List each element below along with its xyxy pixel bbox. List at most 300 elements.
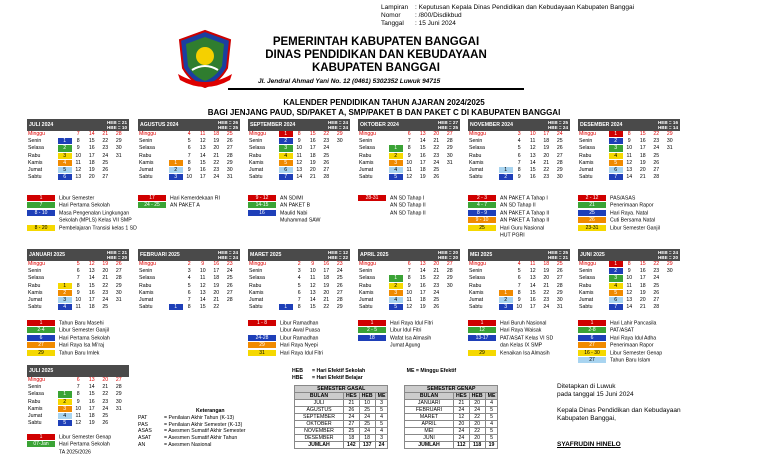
week-row (578, 297, 680, 304)
date-cell: 22 (653, 261, 660, 267)
date-cell (443, 297, 457, 303)
week-row (468, 153, 570, 160)
date-cell: 18 (88, 159, 95, 166)
day-label: Jumat (359, 296, 374, 303)
nomor-value: : /800/Disdikbud (415, 12, 462, 19)
date-cell (663, 160, 677, 166)
date-cell (112, 420, 126, 426)
date-cell: 14 (309, 296, 316, 303)
legend-item (27, 225, 137, 232)
date-cell: 14 (199, 152, 206, 159)
week-row (248, 268, 350, 275)
date-cell: 18 (213, 275, 220, 282)
legend-key: 2-4 (27, 327, 55, 333)
legend-item (578, 357, 662, 364)
legend-text: AN SD Tahap II (390, 202, 426, 209)
day-label: Jumat (28, 296, 43, 303)
date-cell: 3 (58, 406, 72, 412)
date-cell: 29 (666, 261, 673, 267)
date-cell: 15 (529, 166, 536, 173)
date-cell: 19 (543, 268, 550, 275)
legend-text: Libur Idul Fitri (390, 327, 422, 334)
legend-text: Hari Kemerdekaan RI (170, 195, 220, 202)
date-cell: 16 (88, 398, 95, 405)
date-cell: 30 (666, 138, 673, 145)
legend-key: 1 (578, 320, 606, 326)
date-cell: 15 (88, 138, 95, 145)
hbe-value: HBE = 25 (437, 125, 458, 130)
date-cell: 8 (517, 166, 521, 173)
date-cell (58, 261, 72, 267)
legend-key: 7 (27, 202, 55, 208)
semester-cell: 21 (344, 400, 360, 407)
date-cell: 6 (517, 275, 521, 282)
date-cell: 11 (75, 304, 81, 311)
week-row (138, 304, 240, 311)
date-cell: 26 (102, 420, 109, 427)
legend-item (358, 210, 426, 217)
legend-item (248, 320, 323, 327)
day-label: Selasa (359, 145, 375, 152)
week-row (27, 420, 129, 427)
legend-key: 2 - 5 (358, 327, 386, 333)
date-cell: 26 (433, 174, 440, 181)
date-cell: 26 (323, 159, 330, 166)
date-cell: 20 (433, 261, 440, 267)
date-cell: 23 (102, 145, 109, 152)
date-cell (389, 138, 403, 144)
legend-key: 27 (578, 342, 606, 348)
date-cell (663, 283, 677, 289)
date-cell: 20 (543, 275, 550, 282)
legend-text: Jumat Agung (390, 342, 421, 349)
semester-cell: 18 (359, 435, 375, 442)
date-cell (169, 145, 183, 151)
legend-key: 6 (27, 335, 55, 341)
date-cell: 8 (187, 159, 191, 166)
date-cell: 11 (530, 261, 536, 267)
date-cell: 12 (406, 304, 413, 311)
date-cell: 29 (446, 145, 453, 152)
date-cell (112, 174, 126, 180)
legend-key: 07-Jan (27, 441, 55, 447)
week-row (27, 399, 129, 406)
date-cell: 26 (653, 159, 660, 166)
date-cell: 2 (499, 174, 513, 180)
legend-text: AN PAKET A Tahap II (500, 210, 550, 217)
legend-text: Pembelajaran Transisi kelas 1 SD (59, 224, 137, 231)
date-cell (169, 268, 183, 274)
keterangan-eq: = (164, 441, 169, 448)
date-cell: 5 (76, 261, 80, 267)
date-cell: 4 (187, 131, 191, 137)
date-cell: 28 (323, 174, 330, 181)
date-cell: 20 (323, 289, 330, 296)
legend-text: Hari Raya Isa Mi'raj (59, 342, 105, 349)
date-cell: 17 (199, 174, 206, 181)
legend-text: Libur Awal Puasa (280, 327, 320, 334)
date-cell: 16 (639, 268, 646, 275)
legend-key: 9 - 10 (468, 217, 496, 223)
date-cell: 28 (115, 131, 122, 137)
date-cell: 25 (226, 275, 233, 282)
semester-cell: 24 (454, 407, 470, 414)
date-cell: 7 (76, 131, 80, 137)
date-cell: 5 (609, 160, 623, 166)
semester-header: HEB (469, 393, 485, 400)
week-row (27, 406, 129, 413)
heb-value: HEB = 24 (217, 250, 238, 255)
day-label: Selasa (249, 145, 265, 152)
date-cell: 12 (75, 420, 82, 427)
legend-key: 24-28 (248, 335, 276, 341)
date-cell: 20 (639, 296, 646, 303)
month-name: SEPTEMBER 2024 (250, 122, 296, 128)
date-cell (499, 283, 513, 289)
date-cell: 6 (517, 152, 521, 159)
date-cell: 23 (323, 138, 330, 145)
date-cell: 26 (226, 138, 233, 145)
legend-item (27, 327, 110, 334)
date-cell: 11 (296, 152, 302, 159)
month-name: APRIL 2025 (360, 252, 389, 258)
date-cell: 22 (102, 282, 109, 289)
legend-text: Libur Semester Ganjil (610, 224, 660, 231)
date-cell: 16 (309, 138, 316, 145)
date-cell: 8 (407, 145, 411, 152)
legend-key: 9 - 12 (248, 195, 276, 201)
date-cell: 3 (499, 304, 513, 310)
date-cell: 25 (336, 275, 343, 282)
semester-cell: SEPTEMBER (295, 414, 344, 421)
day-label: Senin (139, 138, 153, 145)
date-cell (663, 304, 677, 310)
date-cell: 23 (653, 268, 660, 275)
date-cell: 27 (115, 268, 122, 275)
week-row (358, 268, 460, 275)
date-cell: 16 (419, 282, 426, 289)
legend-text: AN PAKET A Tahap II (500, 217, 550, 224)
date-cell: 23 (433, 152, 440, 159)
date-cell: 18 (323, 275, 330, 282)
week-row (27, 174, 129, 181)
legend-text: HUT PGRI (500, 232, 525, 239)
date-cell: 24 (323, 145, 330, 152)
day-label: Kamis (139, 289, 154, 296)
week-row (578, 145, 680, 152)
date-cell: 21 (102, 384, 109, 391)
month-name: MEI 2025 (470, 252, 493, 258)
date-cell (169, 290, 183, 296)
day-label: Rabu (359, 282, 372, 289)
day-label: Rabu (469, 152, 482, 159)
date-cell: 6 (609, 167, 623, 173)
legend-text: Hari Raya Waisak (500, 327, 542, 334)
date-cell: 16 (529, 296, 536, 303)
week-row (578, 283, 680, 290)
date-cell: 3 (58, 297, 72, 303)
date-cell: 9 (76, 289, 80, 296)
date-cell: 27 (323, 166, 330, 173)
date-cell: 15 (88, 391, 95, 398)
date-cell: 3 (389, 160, 403, 166)
legend-item (358, 342, 433, 349)
day-label: Minggu (28, 261, 46, 267)
date-cell (279, 261, 293, 267)
day-label: Jumat (579, 296, 594, 303)
month-legend (468, 320, 553, 357)
month-juli-2025 (27, 365, 129, 427)
date-cell: 30 (115, 398, 122, 405)
date-cell: 15 (419, 275, 426, 282)
date-cell: 14 (529, 159, 536, 166)
date-cell: 7 (407, 138, 411, 145)
legend-key: 2 - 12 (578, 195, 606, 201)
semester-header: ME (375, 393, 388, 400)
semester-cell: 19 (485, 442, 498, 449)
legend-key: 2 - 3 (468, 195, 496, 201)
week-row (138, 138, 240, 145)
legend-text: Maulid Nabi (280, 210, 308, 217)
legend-item (27, 195, 137, 202)
date-cell: 4 (187, 275, 191, 282)
week-row (578, 304, 680, 311)
date-cell: 2 (389, 153, 403, 159)
month-legend (468, 195, 549, 239)
date-cell: 20 (88, 174, 95, 181)
day-label: Minggu (249, 131, 267, 137)
day-label: Minggu (139, 131, 157, 137)
date-cell: 4 (389, 297, 403, 303)
lampiran-value: : Keputusan Kepala Dinas Pendidikan dan Kebudayaan Kabupaten Banggai (415, 4, 635, 11)
date-cell: 24 (226, 268, 233, 275)
week-row (138, 290, 240, 297)
date-cell (663, 153, 677, 159)
semester-cell: 18 (344, 435, 360, 442)
semester-cell: 22 (469, 414, 485, 421)
semester-cell: 25 (359, 421, 375, 428)
date-cell: 20 (213, 289, 220, 296)
month-header (358, 119, 460, 131)
semester-header: HES (344, 393, 360, 400)
legend-key (468, 232, 496, 238)
date-cell: 7 (609, 174, 623, 180)
month-agustus-2024 (138, 119, 240, 181)
semester-cell: 4 (485, 400, 498, 407)
signature-block (557, 383, 681, 449)
date-cell: 23 (102, 289, 109, 296)
signature-place: Ditetapkan di Luwuk (557, 383, 616, 390)
month-name: JULI 2025 (29, 368, 54, 374)
semester-cell: 24 (454, 435, 470, 442)
date-cell: 14 (199, 296, 206, 303)
month-name: AGUSTUS 2024 (140, 122, 179, 128)
date-cell: 29 (115, 138, 122, 145)
legend-item (138, 195, 220, 202)
date-cell (169, 283, 183, 289)
date-cell: 15 (309, 304, 316, 311)
calendar-title: KALENDER PENDIDIKAN TAHUN AJARAN 2024/2025 (283, 98, 485, 107)
date-cell: 24 (433, 159, 440, 166)
date-cell: 25 (653, 282, 660, 289)
date-cell: 17 (88, 296, 95, 303)
week-row (468, 283, 570, 290)
week-row (468, 261, 570, 268)
semester-cell: 5 (375, 407, 388, 414)
date-cell: 2 (279, 138, 293, 144)
date-cell: 3 (297, 268, 301, 275)
date-cell: 6 (187, 145, 191, 152)
date-cell: 15 (639, 131, 646, 137)
week-row (27, 275, 129, 282)
legend-text: Libur Ramadhan (280, 335, 319, 342)
date-cell: 15 (529, 289, 536, 296)
date-cell: 16 (639, 138, 646, 145)
week-row (358, 131, 460, 138)
date-cell (279, 297, 293, 303)
legend-key: 1 - 8 (248, 320, 276, 326)
date-cell: 14 (626, 304, 633, 311)
date-cell: 24 (213, 174, 220, 181)
date-cell: 18 (309, 152, 316, 159)
date-cell: 4 (279, 153, 293, 159)
date-cell: 14 (88, 384, 95, 391)
month-legend (138, 195, 220, 210)
date-cell: 23 (543, 296, 550, 303)
date-cell: 31 (115, 296, 122, 303)
date-cell: 28 (115, 275, 122, 282)
date-cell (499, 131, 513, 137)
date-cell: 1 (499, 290, 513, 296)
week-row (248, 160, 350, 167)
legend-key: 16 (248, 210, 276, 216)
month-name: OKTOBER 2024 (360, 122, 399, 128)
heb-value: HEB = 24 (657, 250, 678, 255)
date-cell (663, 174, 677, 180)
day-label: Kamis (28, 405, 43, 412)
semester-cell: 27 (344, 421, 360, 428)
date-cell (443, 290, 457, 296)
date-cell: 31 (115, 405, 122, 412)
day-label: Selasa (579, 145, 595, 152)
day-label: Jumat (469, 166, 484, 173)
date-cell (499, 261, 513, 267)
legend-text: Libur Semester (59, 195, 95, 202)
day-label: Rabu (469, 282, 482, 289)
date-cell: 11 (200, 131, 206, 137)
date-cell: 10 (199, 268, 206, 275)
date-cell: 10 (516, 304, 523, 311)
week-row (27, 131, 129, 138)
legend-text: Wafat Isa Almasih (390, 335, 432, 342)
semester-cell: OKTOBER (295, 421, 344, 428)
date-cell: 16 (88, 145, 95, 152)
week-row (248, 174, 350, 181)
semester-cell: 142 (344, 442, 360, 449)
keterangan-code: ASAS (138, 428, 152, 435)
date-cell: 15 (419, 145, 426, 152)
keterangan-item (138, 422, 245, 429)
date-cell: 17 (543, 131, 550, 137)
keterangan-eq: = (164, 414, 169, 421)
date-cell (58, 377, 72, 383)
date-cell: 23 (653, 138, 660, 145)
date-cell: 4 (389, 167, 403, 173)
date-cell: 23 (102, 398, 109, 405)
legend-key: 25 (468, 225, 496, 231)
date-cell: 24 (653, 145, 660, 152)
legend-key: 1 (468, 320, 496, 326)
date-cell: 15 (88, 282, 95, 289)
month-effective-days (548, 120, 568, 130)
heb-value: HEB = 26 (217, 120, 238, 125)
date-cell: 13 (199, 145, 206, 152)
date-cell: 13 (419, 261, 426, 267)
date-cell (279, 283, 293, 289)
week-row (138, 268, 240, 275)
week-row (27, 153, 129, 160)
date-cell: 19 (639, 159, 646, 166)
date-cell: 4 (609, 283, 623, 289)
date-cell (333, 153, 347, 159)
semester-cell: 22 (469, 428, 485, 435)
week-row (468, 160, 570, 167)
day-label: Sabtu (249, 174, 263, 181)
date-cell: 13 (626, 166, 633, 173)
week-row (138, 174, 240, 181)
date-cell: 5 (297, 282, 301, 289)
date-cell: 17 (213, 268, 220, 275)
legend-text: AN SD Tahap I (390, 195, 425, 202)
semester-cell: 25 (359, 407, 375, 414)
date-cell: 9 (297, 138, 301, 145)
day-label: Jumat (249, 296, 264, 303)
date-cell: 29 (336, 304, 343, 311)
legend-text: AN PAKET A (170, 202, 200, 209)
date-cell: 3 (169, 174, 183, 180)
semester-cell: 24 (359, 414, 375, 421)
semester-cell: JUMLAH (295, 442, 344, 449)
day-label: Selasa (359, 275, 375, 282)
date-cell: 3 (58, 153, 72, 159)
legend-text: Tahun Baru Imlek (59, 349, 100, 356)
date-cell: 7 (76, 384, 80, 391)
date-cell: 20 (102, 377, 109, 383)
day-label: Sabtu (359, 174, 373, 181)
day-label: Senin (28, 138, 42, 145)
semester-header: HEB (359, 393, 375, 400)
date-cell (499, 160, 513, 166)
legend-item (248, 342, 323, 349)
date-cell (112, 167, 126, 173)
week-row (358, 174, 460, 181)
day-label: Jumat (359, 166, 374, 173)
legend-item (468, 217, 549, 224)
week-row (27, 283, 129, 290)
date-cell: 22 (102, 138, 109, 145)
semester-cell: AGUSTUS (295, 407, 344, 414)
legend-text: AN SD/MI (280, 195, 304, 202)
date-cell: 28 (336, 296, 343, 303)
date-cell: 5 (187, 282, 191, 289)
date-cell: 18 (88, 304, 95, 311)
legend-item (27, 449, 111, 456)
hbe-value: HBE = 25 (217, 125, 238, 130)
date-cell: 12 (88, 261, 95, 267)
date-cell (333, 174, 347, 180)
legend-key (468, 342, 496, 348)
week-row (358, 283, 460, 290)
